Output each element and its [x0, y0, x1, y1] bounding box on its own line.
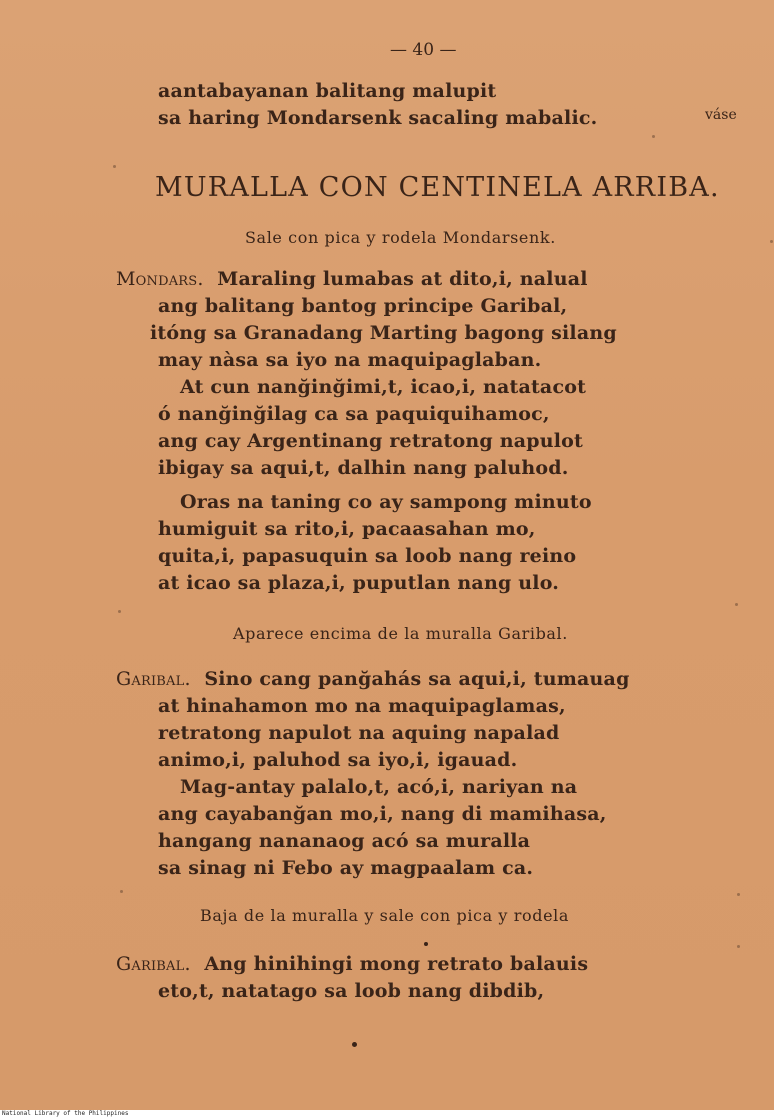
footer-credit: National Library of the Philippines	[2, 1110, 129, 1117]
verse-line: ibigay sa aqui,t, dalhin nang paluhod.	[158, 457, 569, 479]
scene-heading: MURALLA CON CENTINELA ARRIBA.	[155, 172, 720, 203]
page-dot	[352, 1042, 357, 1047]
verse-line: hangang nananaog acó sa muralla	[158, 830, 531, 852]
verse-line: Mag-antay palalo,t, acó,i, nariyan na	[180, 776, 578, 798]
paper-speck	[118, 610, 121, 613]
verse-text: Maraling lumabas at dito,i, nalual	[217, 268, 588, 290]
paper-speck	[120, 890, 123, 893]
paper-speck	[770, 240, 773, 243]
verse-line: At cun nanğinğimi,t, icao,i, natatacot	[180, 376, 587, 398]
speech-first-line	[116, 951, 588, 978]
verse-line: humiguit sa rito,i, pacaasahan mo,	[158, 518, 536, 540]
speaker-name: Garibal.	[116, 668, 191, 690]
verse-line: sa sinag ni Febo ay magpaalam ca.	[158, 857, 534, 879]
speech-first-line	[116, 666, 630, 693]
stage-direction: Aparece encima de la muralla Garibal.	[233, 624, 568, 643]
paper-speck	[737, 945, 740, 948]
verse-line: Oras na taning co ay sampong minuto	[180, 491, 592, 513]
ink-dot	[424, 942, 428, 946]
verse-text: Ang hinihingi mong retrato balauis	[204, 953, 589, 975]
verse-line: aantabayanan balitang malupit	[158, 80, 497, 102]
verse-line: itóng sa Granadang Marting bagong silang	[150, 322, 617, 344]
verse-text: Sino cang panğahás sa aqui,i, tumauag	[204, 668, 630, 690]
verse-line: ó nanğinğilag ca sa paquiquihamoc,	[158, 403, 550, 425]
verse-line: may nàsa sa iyo na maquipaglaban.	[158, 349, 542, 371]
verse-line: retratong napulot na aquing napalad	[158, 722, 560, 744]
speaker-name: Mondars.	[116, 268, 204, 290]
speaker-name: Garibal.	[116, 953, 191, 975]
paper-speck	[113, 165, 116, 168]
speech-first-line	[116, 266, 588, 293]
verse-line: at icao sa plaza,i, puputlan nang ulo.	[158, 572, 560, 594]
paper-speck	[735, 603, 738, 606]
verse-line: quita,i, papasuquin sa loob nang reino	[158, 545, 577, 567]
stage-direction: Sale con pica y rodela Mondarsenk.	[245, 228, 556, 247]
verse-line: animo,i, paluhod sa iyo,i, igauad.	[158, 749, 518, 771]
paper-speck	[737, 893, 740, 896]
paper-speck	[652, 135, 655, 138]
verse-line: ang balitang bantog principe Garibal,	[158, 295, 568, 317]
page-number: — 40 —	[390, 40, 457, 60]
verse-line: sa haring Mondarsenk sacaling mabalic.	[158, 107, 598, 129]
verse-line: ang cayabanğan mo,i, nang di mamihasa,	[158, 803, 607, 825]
stage-direction: Baja de la muralla y sale con pica y rodela	[200, 906, 569, 925]
verse-line: ang cay Argentinang retratong napulot	[158, 430, 583, 452]
verse-line: eto,t, natatago sa loob nang dibdib,	[158, 980, 545, 1002]
verse-line: at hinahamon mo na maquipaglamas,	[158, 695, 566, 717]
margin-note: váse	[705, 107, 737, 123]
